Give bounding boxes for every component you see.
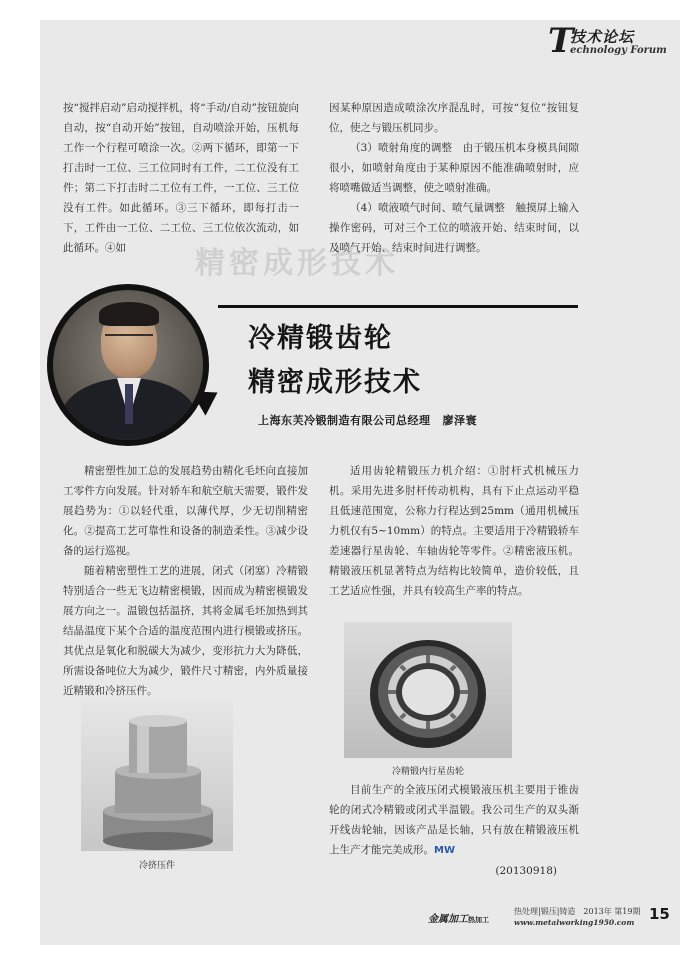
title-rule [218, 305, 578, 308]
body-right-column [329, 461, 579, 601]
paragraph: 适用齿轮精锻压力机介绍：①肘杆式机械压力机。采用先进多肘杆传动机构，具有下止点运动平稳且低速范围宽，公称力行程达到25mm（通用机械压力机仅有5~10mm）的特点。主要适用于冷精锻轿车差速器行星齿轮、车轴齿轮等零件。②精密液压机。精锻液压机显著特点为结构比较简单，造价较低，且工艺适应性强，并具有较高生产率的特点。 [329, 465, 579, 597]
footer-logo-text: 金属加工 [428, 914, 468, 925]
paragraph: 精密塑性加工总的发展趋势由精化毛坯向直接加工零件方向发展。针对轿车和航空航天需要，锻件发展趋势为：①以轻代重，以薄代厚，少无切削精密化。②提高工艺可靠性和设备的制造柔性。③减少设备的运行巡视。 [63, 465, 308, 557]
footer-url: www.metalworking1950.com [514, 918, 635, 927]
paragraph: （4）喷液喷气时间、喷气量调整 触摸屏上输入操作密码，可对三个工位的喷液开始、结束时间，以及喷气开始、结束时间进行调整。 [329, 202, 579, 254]
section-title-en: echnology Forum [570, 45, 667, 56]
article-title-line2: 精密成形技术 [248, 367, 422, 398]
body-right-bottom [329, 780, 579, 881]
body-left-column [63, 461, 308, 701]
top-left-column [63, 98, 299, 258]
internal-gear-photo [344, 622, 512, 758]
section-header-logo [548, 21, 668, 61]
author-name: 廖泽寰 [442, 414, 477, 427]
author-organization: 上海东芙冷锻制造有限公司总经理 [258, 414, 431, 427]
byline [258, 412, 477, 428]
footer-info [514, 906, 640, 928]
issue-info: 热处理|锻压|铸造 2013年 第19期 [514, 907, 641, 916]
footer-logo [428, 910, 489, 925]
author-portrait [47, 284, 207, 444]
paragraph: 因某种原因造成喷涂次序混乱时，可按“复位”按钮复位，使之与锻压机同步。 [329, 102, 579, 134]
gear-caption: 冷精锻内行星齿轮 [391, 767, 464, 777]
section-title-cn: 技术论坛 [570, 28, 635, 46]
header-logo-letter: T [548, 21, 574, 61]
paragraph: 按“搅拌启动”启动搅拌机，将“手动/自动”按钮旋向自动，按“自动开始”按钮，自动喷涂开始，压机每工作一个行程可喷涂一次。②两下循环，即第一下打击时一工位、三工位同时有工件，二工位没有工件；第二下打击时二工位有工件，一工位、三工位没有工件。如此循环。③三下循环，即每打击一下，工件由一工位、二工位、三工位依次流动，如此循环。④如 [63, 102, 299, 254]
mw-mark: MW [434, 845, 455, 856]
footer-logo-sub: 热加工 [468, 915, 489, 924]
paragraph: 随着精密塑性工艺的进展，闭式（闭塞）冷精锻特别适合一些无飞边精密模锻，因而成为精密模锻发展方向之一。温锻包括温挤，其将金属毛坯加热到其结晶温度下某个合适的温度范围内进行模锻或挤压。其优点是氧化和脱碳大为减少，变形抗力大为降低，所需设备吨位大为减少，锻件尺寸精密，内外质量接近精锻和冷挤压件。 [63, 565, 308, 697]
paragraph: （3）喷射角度的调整 由于锻压机本身模具间隙很小，如喷射角度由于某种原因不能准确喷射时，应将喷嘴做适当调整，使之喷射准确。 [329, 142, 579, 194]
closing-text: 目前生产的全液压闭式模锻液压机主要用于锥齿轮的闭式冷精锻或闭式半温锻。我公司生产的双头渐开线齿轮轴，因该产品是长轴，只有放在精锻液压机上生产才能完美成形。 [329, 784, 579, 856]
author-photo [47, 284, 209, 446]
cylinders-caption: 冷挤压件 [138, 861, 175, 871]
top-right-column [329, 98, 579, 258]
article-date: (20130918) [495, 865, 557, 877]
cold-extruded-part-photo [81, 701, 233, 851]
article-title-line1: 冷精锻齿轮 [248, 323, 393, 354]
page-number: 15 [649, 905, 670, 923]
faded-background-text: 精密成形技术 [195, 246, 399, 281]
paragraph [329, 780, 579, 861]
